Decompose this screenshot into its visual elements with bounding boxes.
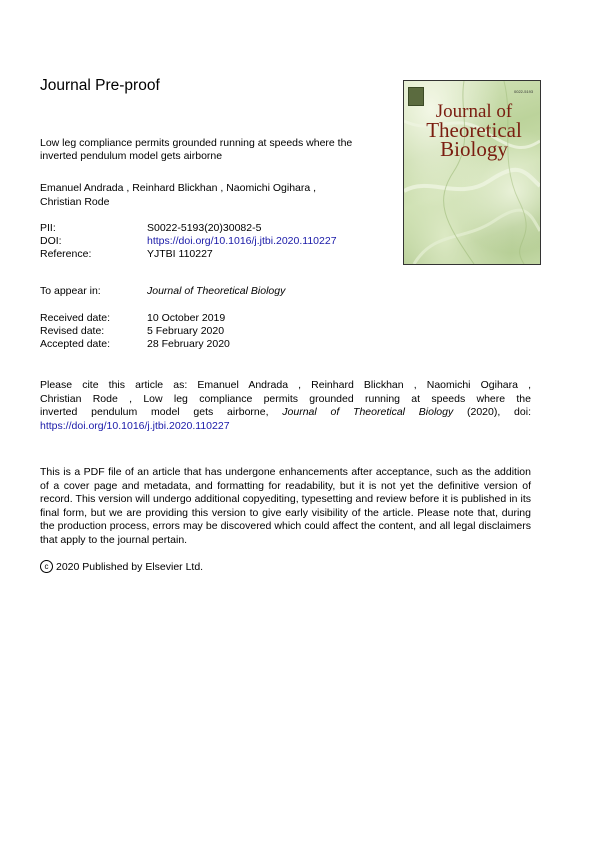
- journal-pre-proof-heading: Journal Pre-proof: [40, 77, 160, 94]
- citation-journal: Journal of Theoretical Biology: [282, 406, 454, 418]
- authors-line-2: Christian Rode: [40, 196, 110, 208]
- citation-line-2: Christian Rode , Low leg compliance permits grounded running at speeds where the: [40, 392, 531, 405]
- citation-line-3: [40, 406, 531, 420]
- copyright-line: [40, 560, 203, 573]
- cover-title-line-3: Biology: [440, 137, 508, 161]
- article-title: Low leg compliance permits grounded running at speeds where the inverted pendulum model gets airborne: [40, 137, 353, 162]
- reference-label: Reference:: [40, 248, 92, 260]
- cover-title-line-1: Journal of: [435, 101, 513, 122]
- authors-line-1: Emanuel Andrada , Reinhard Blickhan , Naomichi Ogihara ,: [40, 182, 317, 194]
- accepted-date-label: Accepted date:: [40, 338, 111, 350]
- appear-in-label: To appear in:: [40, 285, 101, 297]
- revised-date-label: Revised date:: [40, 325, 105, 337]
- revised-date-value: 5 February 2020: [147, 325, 225, 337]
- cover-title-line-2: Theoretical: [426, 118, 522, 142]
- citation-text: inverted pendulum model gets airborne,: [40, 406, 283, 418]
- doi-link[interactable]: https://doi.org/10.1016/j.jtbi.2020.110227: [147, 235, 337, 247]
- journal-cover-image: [403, 80, 541, 265]
- received-date-value: 10 October 2019: [147, 312, 226, 324]
- doi-label: DOI:: [40, 235, 62, 247]
- copyright-text: 2020 Published by Elsevier Ltd.: [56, 560, 204, 573]
- pii-value: S0022-5193(20)30082-5: [147, 222, 262, 234]
- reference-value: YJTBI 110227: [147, 248, 213, 260]
- appear-in-journal: Journal of Theoretical Biology: [147, 285, 286, 297]
- citation-doi-link[interactable]: https://doi.org/10.1016/j.jtbi.2020.110227: [40, 419, 230, 432]
- received-date-label: Received date:: [40, 312, 111, 324]
- citation-line-1: Please cite this article as: Emanuel Andrada , Reinhard Blickhan , Naomichi Ogihara ,: [40, 379, 531, 391]
- citation-year: (2020), doi:: [453, 406, 531, 418]
- cover-journal-title: [410, 102, 538, 159]
- citation-paragraph: [40, 379, 531, 433]
- cover-issn: 0022-5193: [514, 89, 534, 94]
- accepted-date-value: 28 February 2020: [147, 338, 230, 350]
- pii-label: PII:: [40, 222, 56, 234]
- author-list: [40, 181, 370, 209]
- disclaimer-paragraph: This is a PDF file of an article that has undergone enhancements after acceptance, such as the addition of a cover page and metadata, and formatting for readability, but it is not yet the definitive version of record. This version will undergo additional copyediting, typesetting and review before it is published in its final form, but we are providing this version to give early visibility of the article. Please note that, during the production process, errors may be discovered which could affect the content, and all legal disclaimers that apply to the journal pertain.: [40, 466, 531, 546]
- copyright-icon: c: [40, 560, 53, 573]
